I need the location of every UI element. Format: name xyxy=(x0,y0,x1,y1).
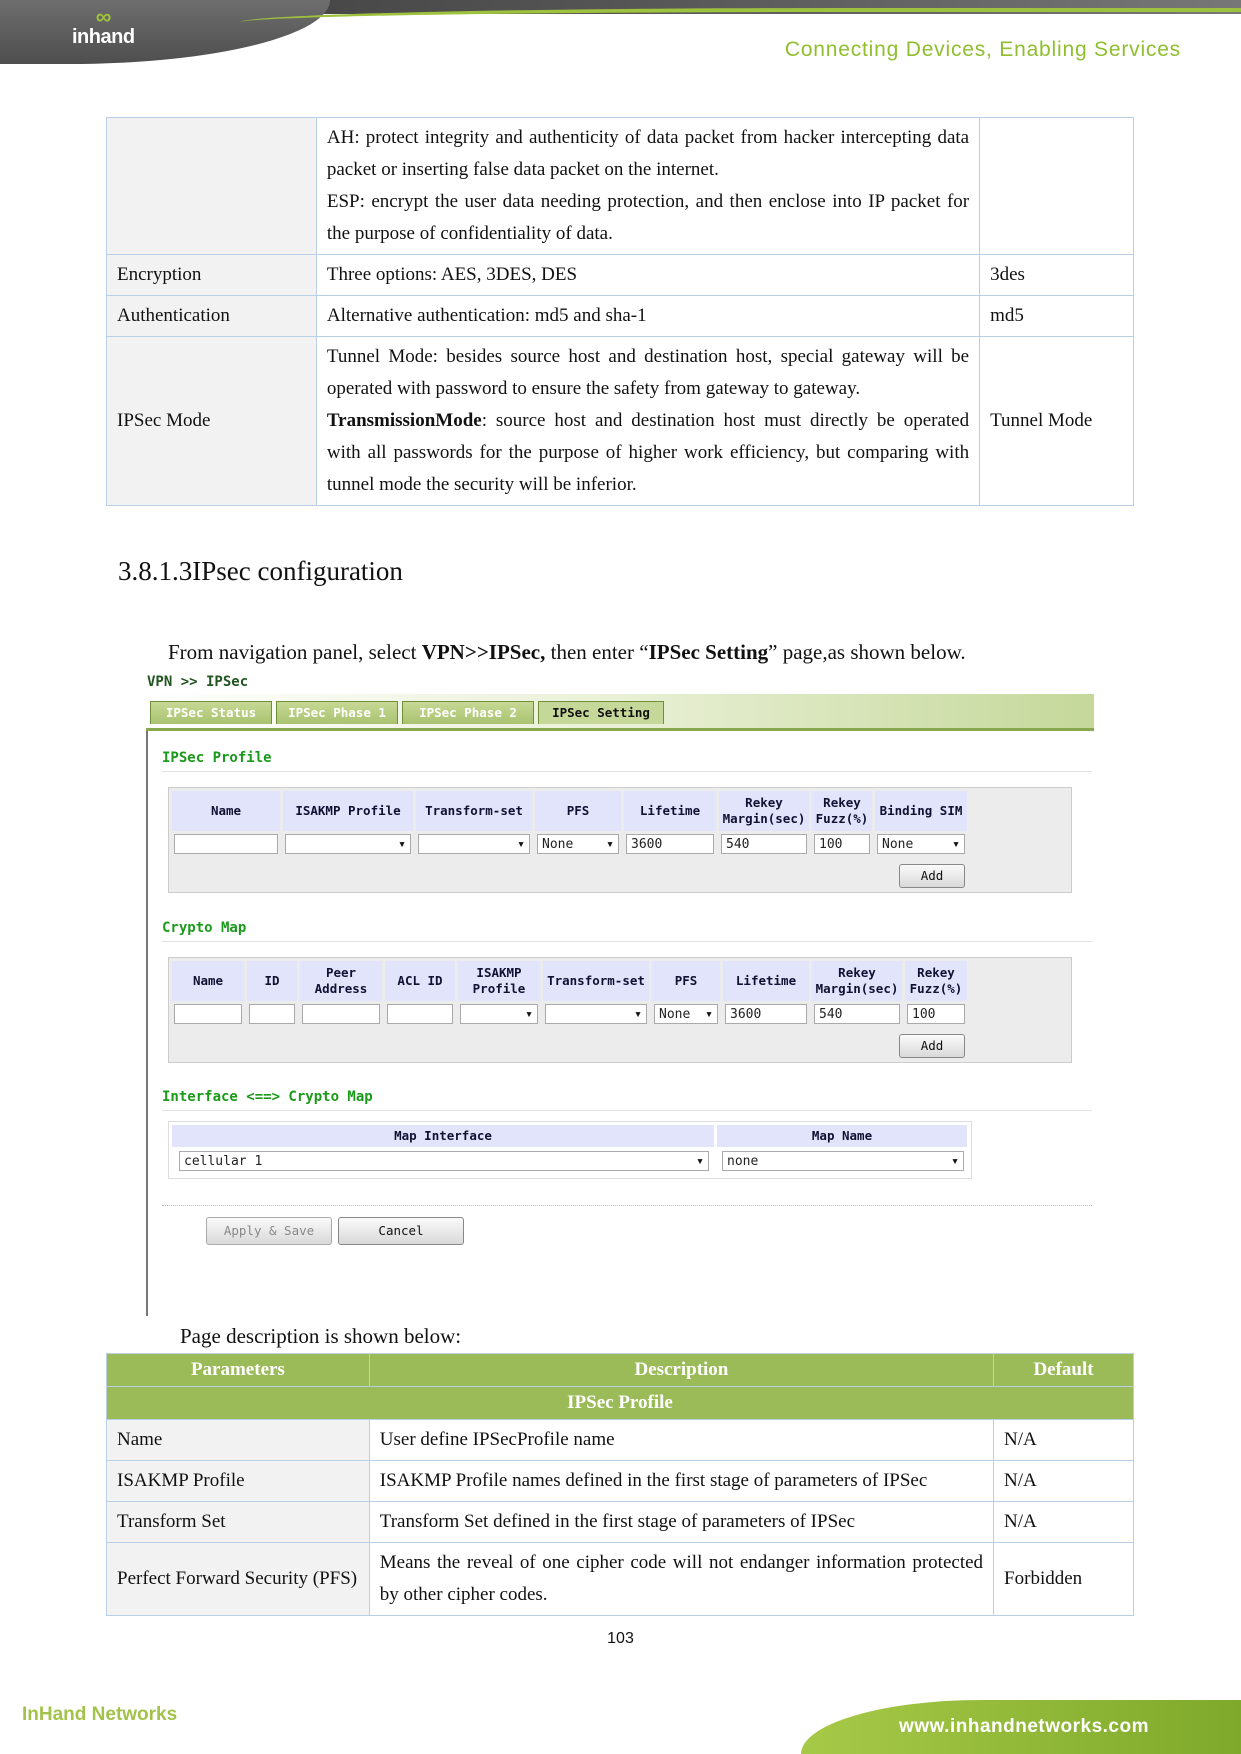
col-header: PFS xyxy=(652,961,720,1001)
crypto-name-input[interactable] xyxy=(174,1004,242,1024)
param-cell xyxy=(107,118,317,255)
table-row xyxy=(107,296,1134,337)
crypto-transform-select[interactable] xyxy=(545,1004,647,1024)
settings-panel xyxy=(146,731,1095,1316)
table-row xyxy=(107,1543,1134,1616)
header-parameters: Parameters xyxy=(107,1354,370,1387)
col-header: Name xyxy=(172,961,244,1001)
crypto-pfs-select[interactable]: None ▾ xyxy=(654,1004,718,1024)
header-default: Default xyxy=(994,1354,1134,1387)
default-cell: Forbidden xyxy=(994,1543,1134,1616)
col-header: ID xyxy=(247,961,297,1001)
table-row xyxy=(107,1461,1134,1502)
intro-page-name: IPSec Setting xyxy=(648,640,769,664)
ipsec-profile-heading: IPSec Profile xyxy=(162,750,272,766)
page-header xyxy=(0,0,1241,70)
desc-transmission-mode xyxy=(327,405,969,501)
desc-line-ah: AH: protect integrity and authenticity of data packet from hacker intercepting data packet or inserting false data packet on the internet. xyxy=(326,127,970,180)
profile-isakmp-select[interactable] xyxy=(285,834,411,854)
crypto-peer-input[interactable] xyxy=(302,1004,380,1024)
desc-cell: ISAKMP Profile names defined in the first stage of parameters of IPSec xyxy=(369,1461,993,1502)
group-ipsec-profile: IPSec Profile xyxy=(107,1387,1134,1420)
page-number: 103 xyxy=(607,1630,634,1647)
crypto-add-button[interactable]: Add xyxy=(899,1034,965,1058)
divider xyxy=(162,941,1092,942)
profile-sim-select[interactable]: None ▾ xyxy=(877,834,965,854)
apply-save-button[interactable]: Apply & Save xyxy=(206,1217,332,1245)
default-cell: Tunnel Mode xyxy=(980,337,1134,506)
desc-cell xyxy=(316,118,979,255)
interface-map-form xyxy=(168,1121,972,1179)
profile-add-button[interactable]: Add xyxy=(899,864,965,888)
crypto-id-input[interactable] xyxy=(249,1004,295,1024)
profile-lifetime-input[interactable]: 3600 xyxy=(626,834,714,854)
crypto-map-form xyxy=(168,957,1072,1063)
desc-tunnel-mode: Tunnel Mode: besides source host and destination host, special gateway will be operated with password to ensure the safety from gateway to gateway. xyxy=(326,346,970,399)
param-cell: IPSec Mode xyxy=(107,337,317,506)
col-header: ACL ID xyxy=(385,961,455,1001)
col-header: ISAKMP Profile xyxy=(283,791,413,831)
col-header: Transform-set xyxy=(543,961,649,1001)
intro-post: ” page,as shown below. xyxy=(768,640,966,664)
param-cell: Name xyxy=(107,1420,370,1461)
table-row xyxy=(107,1420,1134,1461)
divider xyxy=(162,1110,1092,1111)
footer-company: InHand Networks xyxy=(22,1704,178,1725)
desc-cell xyxy=(316,337,979,506)
dotted-divider xyxy=(162,1205,1092,1206)
crypto-margin-input[interactable]: 540 xyxy=(814,1004,900,1024)
col-header: Rekey Fuzz(%) xyxy=(905,961,967,1001)
param-cell: Transform Set xyxy=(107,1502,370,1543)
col-header: Map Name xyxy=(717,1125,967,1147)
logo-text: inhand xyxy=(72,26,135,48)
col-header: Lifetime xyxy=(624,791,716,831)
profile-pfs-select[interactable]: None ▾ xyxy=(537,834,619,854)
interface-crypto-heading: Interface <==> Crypto Map xyxy=(162,1089,373,1105)
table-row xyxy=(107,118,1134,255)
param-cell: ISAKMP Profile xyxy=(107,1461,370,1502)
inhand-logo xyxy=(72,4,135,49)
default-cell: N/A xyxy=(994,1502,1134,1543)
col-header: Name xyxy=(172,791,280,831)
param-cell: Encryption xyxy=(107,255,317,296)
param-cell: Authentication xyxy=(107,296,317,337)
header-tagline: Connecting Devices, Enabling Services xyxy=(784,38,1181,61)
crypto-map-heading: Crypto Map xyxy=(162,920,247,936)
ipsec-setting-screenshot xyxy=(146,670,1094,1316)
intro-mid: then enter “ xyxy=(545,640,649,664)
divider xyxy=(162,771,1092,772)
ipsec-profile-parameter-table xyxy=(106,1353,1134,1616)
header-description: Description xyxy=(369,1354,993,1387)
footer-url: www.inhandnetworks.com xyxy=(899,1716,1149,1737)
default-cell: N/A xyxy=(994,1461,1134,1502)
crypto-lifetime-input[interactable]: 3600 xyxy=(725,1004,807,1024)
header-logo-band xyxy=(0,0,330,64)
default-cell: 3des xyxy=(980,255,1134,296)
param-cell: Perfect Forward Security (PFS) xyxy=(107,1543,370,1616)
intro-menu-path: VPN>>IPSec, xyxy=(421,640,546,664)
ipsec-profile-form xyxy=(168,787,1072,893)
col-header: Peer Address xyxy=(300,961,382,1001)
crypto-isakmp-select[interactable] xyxy=(460,1004,538,1024)
profile-name-input[interactable] xyxy=(174,834,278,854)
table-row xyxy=(107,255,1134,296)
table-row xyxy=(107,1502,1134,1543)
intro-paragraph xyxy=(168,640,966,665)
col-header: Rekey Margin(sec) xyxy=(719,791,809,831)
col-header: Lifetime xyxy=(723,961,809,1001)
map-name-select[interactable]: none ▾ xyxy=(722,1151,964,1171)
col-header: PFS xyxy=(535,791,621,831)
tab-ipsec-setting[interactable]: IPSec Setting xyxy=(538,701,664,724)
top-parameter-table xyxy=(106,117,1134,506)
transmission-mode-text: : source host and destination host must directly be operated with all passwords for the purpose of higher work efficiency, but comparing with tunnel mode the security will be inferior. xyxy=(326,410,970,495)
crypto-acl-input[interactable] xyxy=(387,1004,453,1024)
page-footer xyxy=(0,1690,1241,1754)
group-row xyxy=(107,1387,1134,1420)
cancel-button[interactable]: Cancel xyxy=(338,1217,464,1245)
tab-ipsec-phase-2[interactable]: IPSec Phase 2 xyxy=(402,701,534,724)
col-header: Rekey Fuzz(%) xyxy=(812,791,872,831)
col-header: Map Interface xyxy=(172,1125,714,1147)
page-description-caption: Page description is shown below: xyxy=(180,1324,462,1348)
tab-ipsec-status[interactable]: IPSec Status xyxy=(150,701,272,724)
profile-fuzz-input[interactable]: 100 xyxy=(814,834,870,854)
col-header: Binding SIM xyxy=(875,791,967,831)
desc-cell: Means the reveal of one cipher code will not endanger information protected by other cipher codes. xyxy=(369,1543,993,1616)
desc-cell: Alternative authentication: md5 and sha-1 xyxy=(316,296,979,337)
desc-line-esp: ESP: encrypt the user data needing protection, and then enclose into IP packet for the purpose of confidentiality of data. xyxy=(326,191,970,244)
desc-cell: Transform Set defined in the first stage of parameters of IPSec xyxy=(369,1502,993,1543)
profile-transform-select[interactable] xyxy=(418,834,530,854)
transmission-mode-label: TransmissionMode xyxy=(326,410,482,431)
desc-cell: User define IPSecProfile name xyxy=(369,1420,993,1461)
crypto-fuzz-input[interactable]: 100 xyxy=(907,1004,965,1024)
desc-cell: Three options: AES, 3DES, DES xyxy=(316,255,979,296)
map-interface-select[interactable]: cellular 1 ▾ xyxy=(179,1151,709,1171)
table-header-row xyxy=(107,1354,1134,1387)
logo-mark-icon: ∞ xyxy=(95,4,111,29)
table-row xyxy=(107,337,1134,506)
default-cell: N/A xyxy=(994,1420,1134,1461)
screenshot-breadcrumb: VPN >> IPSec xyxy=(147,674,249,690)
col-header: Rekey Margin(sec) xyxy=(812,961,902,1001)
section-title: 3.8.1.3IPsec configuration xyxy=(118,556,403,586)
intro-pre: From navigation panel, select xyxy=(168,640,422,664)
default-cell xyxy=(980,118,1134,255)
col-header: ISAKMP Profile xyxy=(458,961,540,1001)
default-cell: md5 xyxy=(980,296,1134,337)
tab-ipsec-phase-1[interactable]: IPSec Phase 1 xyxy=(276,701,398,724)
profile-margin-input[interactable]: 540 xyxy=(721,834,807,854)
col-header: Transform-set xyxy=(416,791,532,831)
